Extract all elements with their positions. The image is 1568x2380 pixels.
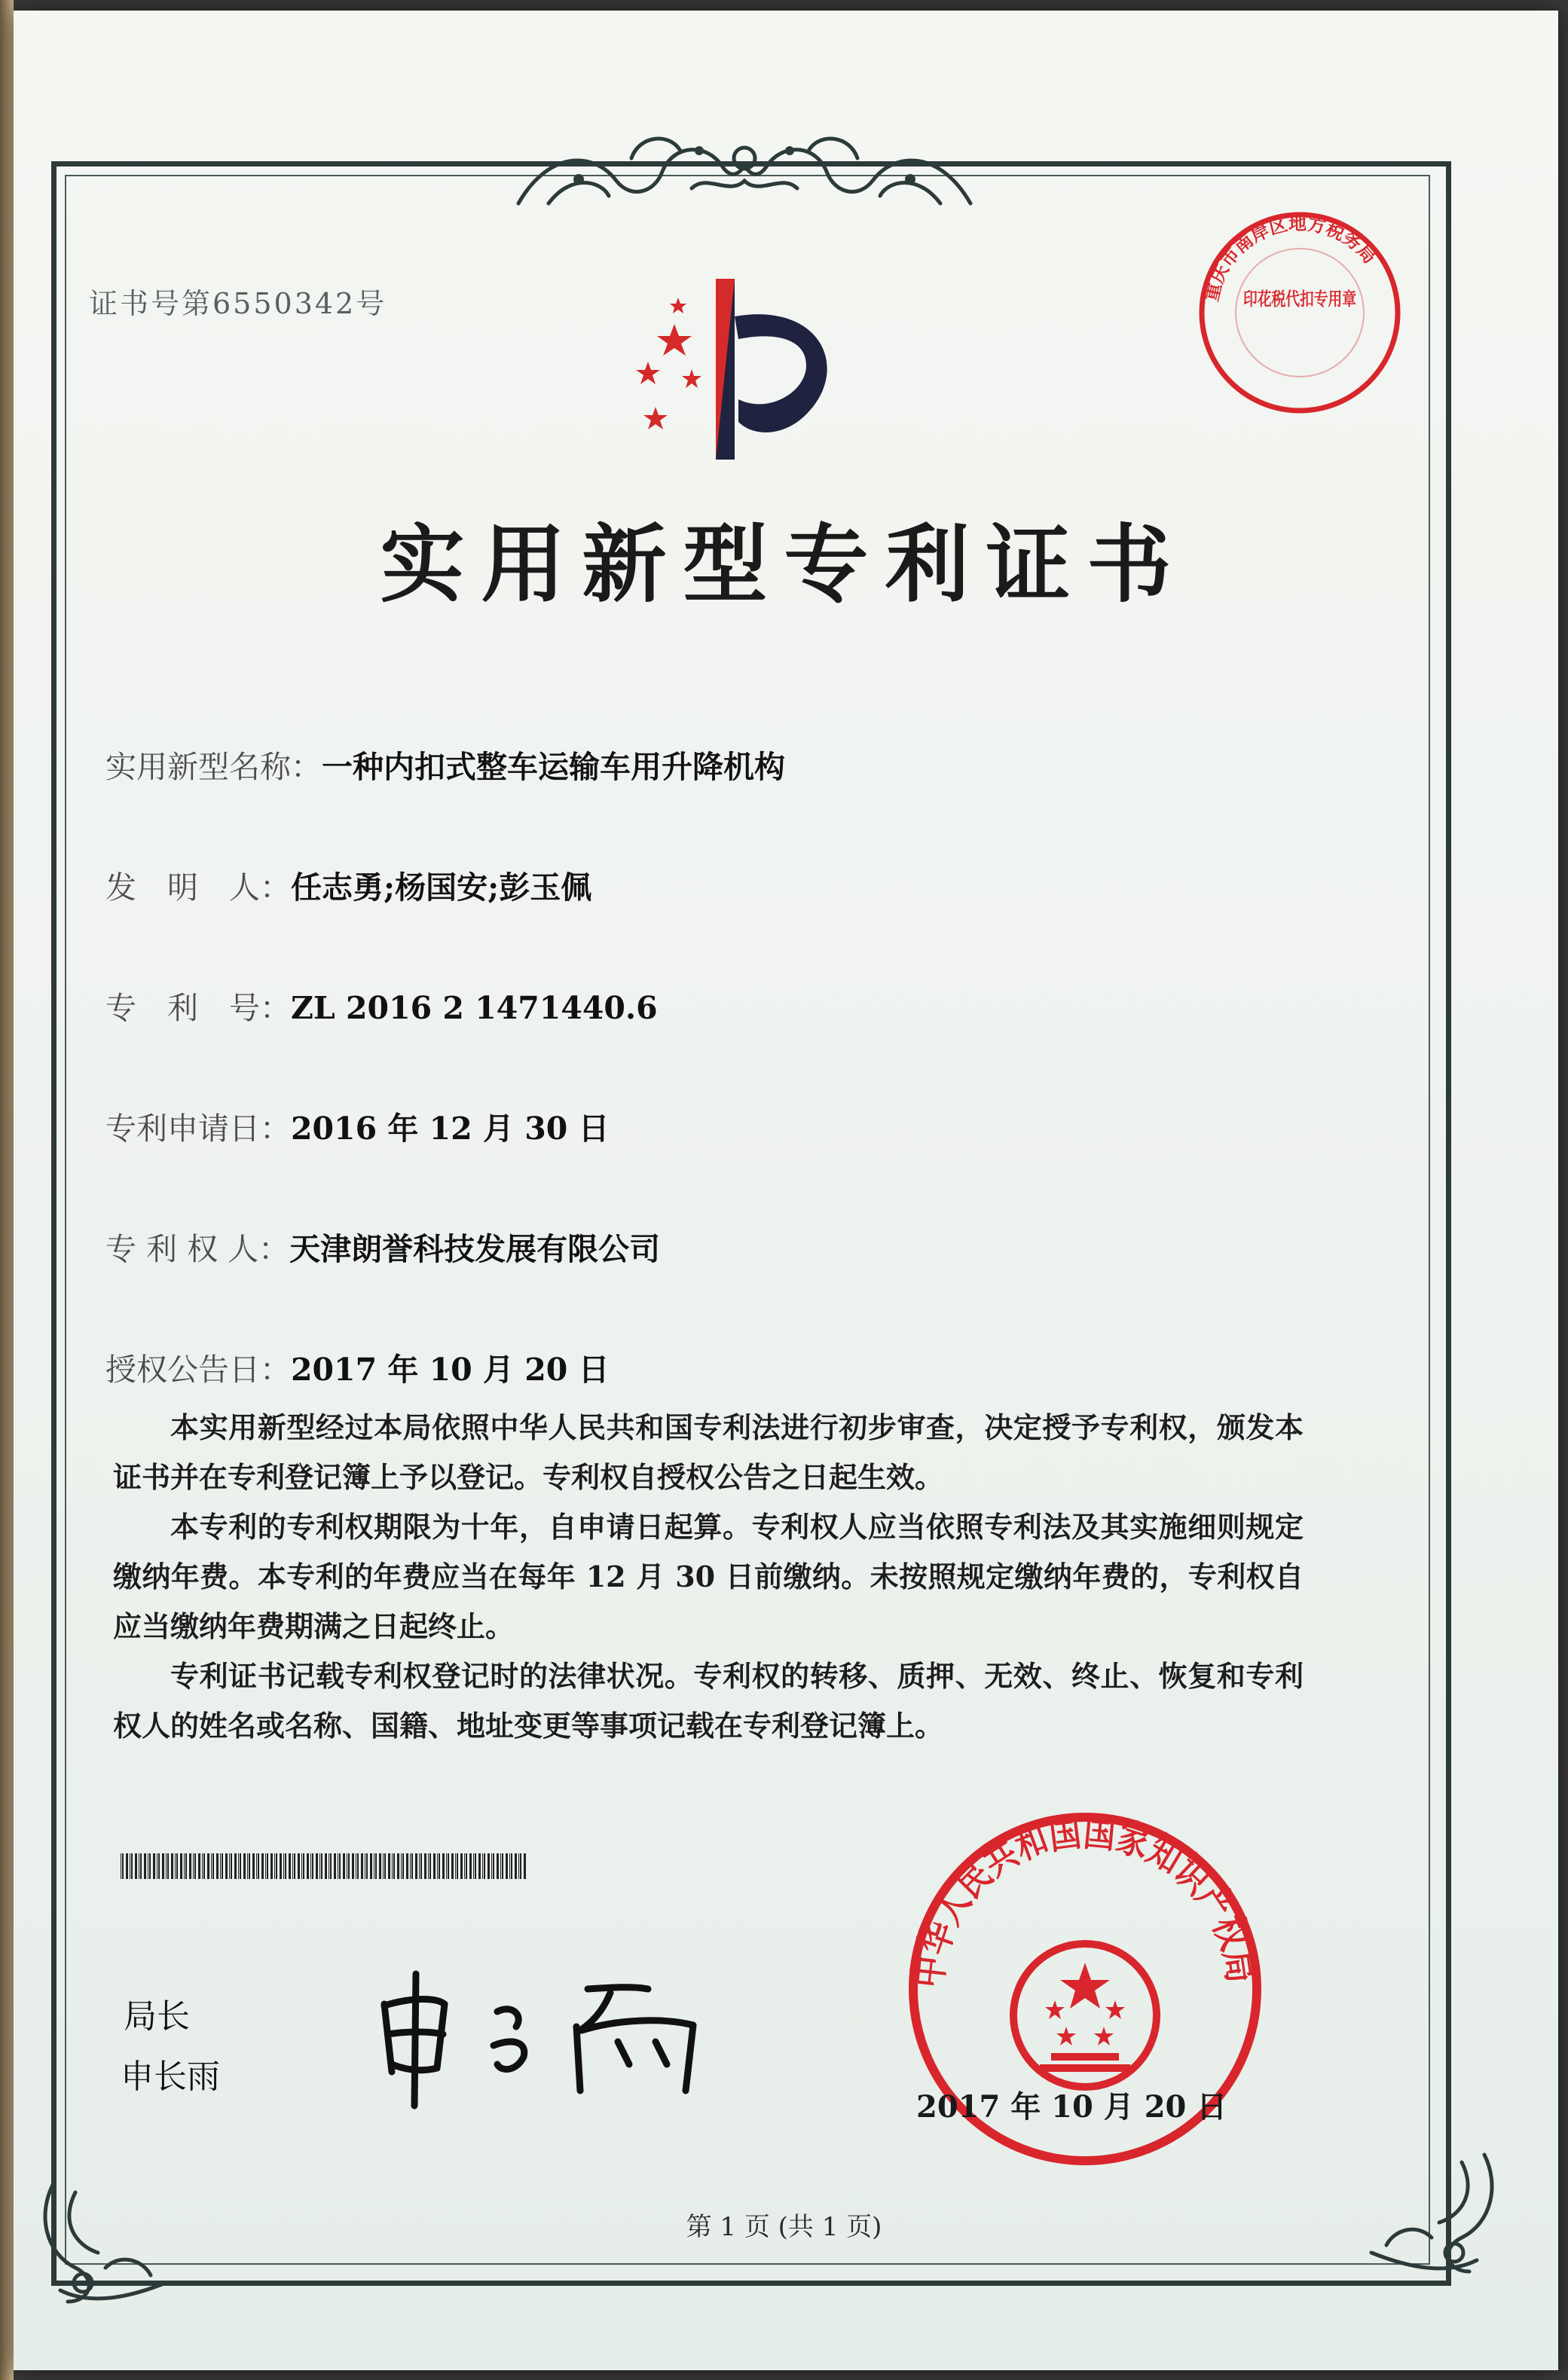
barcode-bar [131,1853,133,1879]
barcode-bar [506,1853,508,1879]
barcode-bar [162,1853,164,1879]
barcode-bar [482,1853,483,1879]
barcode-bar [198,1853,200,1879]
barcode-bar [158,1853,160,1879]
field-value: 2017 年 10 月 20 日 [291,1352,610,1388]
barcode-bar [500,1853,501,1879]
field-application-date [105,1104,610,1148]
barcode-bar [271,1853,273,1879]
barcode-bar [442,1853,445,1879]
barcode-bar [511,1853,512,1879]
barcode-bar [361,1853,363,1879]
barcode-bar [383,1853,384,1879]
barcode-bar [478,1853,481,1879]
barcode-bar [469,1853,472,1879]
barcode-bar [319,1853,320,1879]
barcode-bar [249,1853,250,1879]
barcode-bar [231,1853,232,1879]
field-value: 2016 年 12 月 30 日 [291,1111,610,1147]
barcode-bar [420,1853,422,1879]
barcode-bar [424,1853,426,1879]
top-ornament [503,121,986,218]
barcode-bar [193,1853,194,1879]
barcode-bar [238,1853,239,1879]
barcode-bar [509,1853,510,1879]
barcode-bar [171,1853,173,1879]
barcode-bar [258,1853,259,1879]
barcode-bar [392,1853,393,1879]
barcode-bar [455,1853,456,1879]
barcode-bar [225,1853,228,1879]
barcode-bar [243,1853,246,1879]
barcode-bar [285,1853,286,1879]
barcode-bar [316,1853,318,1879]
barcode-bar [339,1853,341,1879]
barcode-bar [203,1853,205,1879]
barcode-bar [240,1853,241,1879]
barcode-bar [366,1853,368,1879]
barcode-bar [428,1853,429,1879]
certificate-number: 证书号第6550342号 [89,287,387,320]
field-label: 专 利 号： [105,990,291,1026]
barcode-bar [473,1853,474,1879]
body-paragraph: 本实用新型经过本局依照中华人民共和国专利法进行初步审查，决定授予专利权，颁发本证书并在专利登记簿上予以登记。专利权自授权公告之日起生效。 [113,1410,1304,1494]
barcode-bar [357,1853,359,1879]
barcode-bar [352,1853,354,1879]
barcode-bar [384,1853,386,1879]
barcode-bar [216,1853,219,1879]
barcode-bar [189,1853,191,1879]
barcode-bar [406,1853,408,1879]
field-label: 实用新型名称： [105,749,322,785]
barcode-bar [439,1853,440,1879]
barcode-bar [294,1853,295,1879]
field-grant-date [105,1345,610,1389]
field-label: 专 利 权 人： [105,1231,290,1267]
certificate-body [113,1403,1304,1751]
barcode-bar [220,1853,221,1879]
barcode-bar [370,1853,372,1879]
barcode-bar [149,1853,151,1879]
sipo-seal-text: 中华人民共和国国家知识产权局 [906,1808,1265,1993]
barcode-bar [212,1853,214,1879]
barcode-bar [325,1853,327,1879]
body-paragraph: 专利证书记载专利权登记时的法律状况。专利权的转移、质押、无效、终止、恢复和专利权人的姓名或名称、国籍、地址变更等事项记载在专利登记簿上。 [113,1659,1304,1743]
barcode-bar [256,1853,257,1879]
field-label: 专利申请日： [105,1111,291,1147]
barcode-bar [419,1853,420,1879]
tax-seal-inner-text: 印花税代扣专用章 [1243,289,1356,310]
barcode-bar [211,1853,212,1879]
barcode-bar [493,1853,494,1879]
barcode-bar [375,1853,377,1879]
barcode-bar [401,1853,402,1879]
barcode-bar [379,1853,381,1879]
barcode-bar [280,1853,282,1879]
barcode-bar [175,1853,176,1879]
barcode-bar [292,1853,293,1879]
director-name: 申长雨 [121,2058,220,2096]
barcode-bar [451,1853,454,1879]
barcode-bar [402,1853,404,1879]
field-inventors [105,863,591,907]
barcode-bar [312,1853,313,1879]
sipo-emblem [603,271,874,482]
barcode-bar [393,1853,395,1879]
tax-seal-outer-text: 重庆市南岸区地方税务局 [1200,212,1380,304]
body-paragraph: 本专利的专利权期限为十年，自申请日起算。专利权人应当依照专利法及其实施细则规定缴纳年费。本专利的年费应当在每年 12 月 30 日前缴纳。未按照规定缴纳年费的，专利权自应当缴纳年费期满之日起终止。 [113,1510,1304,1643]
barcode-bar [491,1853,492,1879]
page-number: 第 1 页 (共 1 页) [686,2212,882,2242]
barcode-bar [276,1853,277,1879]
tax-seal [1191,203,1409,422]
barcode-bar [411,1853,413,1879]
barcode-bar [330,1853,332,1879]
barcode-bar [180,1853,182,1879]
barcode-bar [167,1853,169,1879]
barcode-bar [460,1853,463,1879]
barcode-bar [343,1853,345,1879]
barcode-bar [267,1853,268,1879]
barcode-bar [176,1853,178,1879]
barcode-bar [140,1853,142,1879]
field-value: 一种内扣式整车运输车用升降机构 [322,749,785,785]
barcode-bar [437,1853,438,1879]
barcode-bar [135,1853,137,1879]
barcode-bar [144,1853,146,1879]
barcode-bar [397,1853,399,1879]
barcode-bar [261,1853,264,1879]
barcode-bar [229,1853,230,1879]
barcode-bar [289,1853,291,1879]
barcode-bar [433,1853,436,1879]
barcode-bar [184,1853,185,1879]
barcode-bar [247,1853,248,1879]
barcode-bar [274,1853,275,1879]
barcode-bar [321,1853,322,1879]
barcode-bar [497,1853,499,1879]
seal-date: 2017 年 10 月 20 日 [916,2089,1227,2125]
barcode-bar [475,1853,476,1879]
barcode-bar [265,1853,266,1879]
barcode-bar [222,1853,223,1879]
corner-ornament-bottom-left [30,2170,181,2320]
director-title: 局长 [124,1997,190,2036]
field-label: 发 明 人： [105,869,291,906]
barcode-bar [301,1853,302,1879]
barcode-bar [446,1853,447,1879]
barcode-bar [464,1853,465,1879]
barcode-bar [194,1853,196,1879]
barcode-bar [502,1853,503,1879]
barcode-bar [252,1853,255,1879]
barcode-bar [515,1853,517,1879]
barcode-bar [303,1853,304,1879]
barcode-bar [166,1853,167,1879]
barcode-bar [153,1853,155,1879]
barcode-bar [457,1853,458,1879]
barcode-bar [122,1853,124,1879]
barcode-bar [202,1853,203,1879]
field-patent-number [105,983,658,1028]
field-value: 任志勇;杨国安;彭玉佩 [291,869,592,906]
barcode-bar [283,1853,284,1879]
certificate-title: 实用新型专利证书 [380,516,1188,614]
barcode-bar [524,1853,526,1879]
barcode-bar [307,1853,309,1879]
field-label: 授权公告日： [105,1352,291,1388]
barcode-bar [448,1853,449,1879]
barcode [121,1853,527,1879]
barcode-bar [518,1853,519,1879]
barcode-bar [310,1853,311,1879]
field-patentee [105,1224,660,1269]
barcode-bar [185,1853,187,1879]
barcode-bar [488,1853,490,1879]
barcode-bar [126,1853,128,1879]
barcode-bar [298,1853,300,1879]
barcode-bar [466,1853,467,1879]
barcode-bar [410,1853,411,1879]
field-value: 天津朗誉科技发展有限公司 [289,1231,661,1267]
director-signature [362,1959,723,2110]
barcode-bar [429,1853,431,1879]
barcode-bar [348,1853,350,1879]
barcode-bar [334,1853,336,1879]
barcode-bar [520,1853,521,1879]
barcode-bar [234,1853,237,1879]
field-utility-model-name [105,742,785,787]
barcode-bar [207,1853,209,1879]
field-value: ZL 2016 2 1471440.6 [291,990,658,1026]
page-edge [0,0,14,2380]
barcode-bar [415,1853,417,1879]
barcode-bar [484,1853,485,1879]
barcode-bar [388,1853,390,1879]
